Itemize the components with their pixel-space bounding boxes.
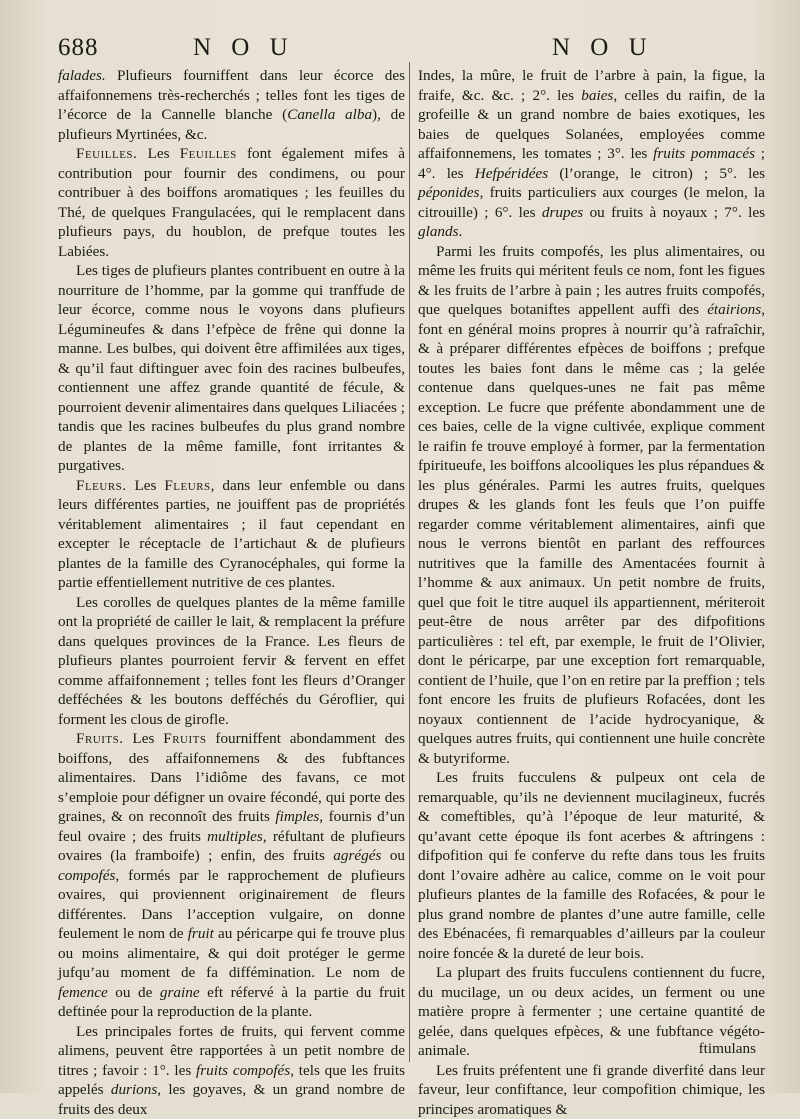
text-run: (l’orange, le citron) ; 5°. les [548, 165, 765, 182]
italic-term: agrégés [333, 847, 381, 864]
paragraph-diversite: Les fruits préfentent une fi grande diverfité dans leur faveur, leur confiftance, leur compofition chimique, les principes aromatiques & [418, 1061, 765, 1119]
page-header [58, 34, 756, 64]
text-run: , fruits particuliers aux courges (le melon, la citrouille) ; 6°. les [418, 184, 765, 221]
italic-term: fimples [275, 808, 319, 825]
paragraph-fleurs [58, 476, 405, 593]
text-run: Les [127, 477, 165, 494]
text-run: Les principales fortes de fruits, qui fervent comme alimens, peuvent être rapportées à un petit nombre de titres ; favoir : 1°. les [58, 1023, 405, 1079]
smallcaps-term: Fruits [163, 730, 206, 747]
text-run: ou de [108, 984, 160, 1001]
paragraph-fruits [58, 729, 405, 1022]
paragraph-corolles: Les corolles de quelques plantes de la même famille ont la propriété de cailler le lait, & remplacent la préfure dans quelques provinces de la France. Les fleurs de plufieurs plantes pourroient fervir & fervent en effet comme affaifonnement ; telles font les fleurs d’Oranger defféchées & les boutons defféchés du Géroflier, qui forment les clous de girofle. [58, 593, 405, 730]
italic-term: femence [58, 984, 108, 1001]
text-run: fourniffent abondamment des boiffons, des affaifonnemens & des fubftances alimentaires. Dans l’idiôme des favans, ce mot s’emploie pour défigner un ovaire fécondé, qui porte des graines, & on reconnoît des fruits [58, 730, 405, 825]
italic-term: péponides [418, 184, 480, 201]
paragraph-fruits-composes [418, 242, 765, 769]
section-heading-feuilles: Feuilles. [76, 145, 137, 162]
text-run: Les [124, 730, 164, 747]
text-run: au péricarpe qui fe trouve plus ou moins alimentaire, & qui doit protéger le germe jufqu’au moment de fa diffémination. Le nom de [58, 925, 405, 981]
text-run: , fournis d’un feul ovaire ; des fruits [58, 808, 405, 845]
text-run: , celles du raifin, de la grofeille & un grand nombre de baies exotiques, les baies de quelques Solanées, employées comme affaifonnemens, les tomates ; 3°. les [418, 87, 765, 163]
italic-term: multiples [207, 828, 263, 845]
left-column [58, 66, 405, 1119]
text-run: ou fruits à noyaux ; 7°. les [583, 204, 765, 221]
section-heading-fruits: Fruits. [76, 730, 124, 747]
text-run: Indes, la mûre, le fruit de l’arbre à pain, la figue, la fraife, &c. &c. ; 2°. les [418, 67, 765, 104]
text-run: ; 4°. les [418, 145, 765, 182]
text-run: Parmi les fruits compofés, les plus alimentaires, ou même les fruits qui méritent feuls ce nom, font les figues & les fruits de l’arbre à pain ; les autres fruits compofés, que quelques botaniftes appellent auffi des [418, 243, 765, 319]
text-run: , dans leur enfemble ou dans leurs différentes parties, ne jouiffent pas de propriétés véritablement alimentaires ; il faut cependant en excepter le réceptacle de l’artichaut & de plufieurs plantes de la famille des Cyranocéphales, qui forme la partie effentiellement nutritive de ces plantes. [58, 477, 405, 592]
smallcaps-term: Feuilles [180, 145, 237, 162]
text-run: Les [137, 145, 179, 162]
text-run: Plufieurs fourniffent dans leur écorce des affaifonnemens très-recherchés ; telles font les tiges de l’écorce de la Cannelle blanche ( [58, 67, 405, 123]
italic-term: compofés [58, 867, 115, 884]
italic-term: baies [581, 87, 613, 104]
italic-term: étairions [707, 301, 761, 318]
text-run: , les goyaves, & un grand nombre de fruits des deux [58, 1081, 405, 1118]
smallcaps-term: Fleurs [164, 477, 210, 494]
right-column [418, 66, 765, 1119]
italic-term: glands [418, 223, 459, 240]
italic-term: drupes [542, 204, 583, 221]
paragraph-plupart: La plupart des fruits fucculens contiennent du fucre, du mucilage, un ou deux acides, un ferment ou une matière propre à fermenter ; une certaine quantité de gelée, dans quelques efpèces, & une fubftance végéto-animale. [418, 963, 765, 1061]
catchword: ftimulans [699, 1040, 756, 1058]
italic-term: graine [160, 984, 200, 1001]
paragraph-indes [418, 66, 765, 242]
italic-term: fruit [188, 925, 214, 942]
text-run: . [459, 223, 463, 240]
paragraph-fruits-succulens: Les fruits fucculens & pulpeux ont cela de remarquable, qu’ils ne deviennent mucilagineux, fucrés & comeftibles, qu’à l’époque de leur maturité, & qu’avant cette époque ils font acerbes & aftringens : difpofition qui fe conferve du refte dans tous les fruits dont l’ovaire adhère au calice, comme on le voit pour plufieurs plantes de la famille des Rofacées, & pour le plus grand nombre de plantes d’une autre famille, celle des Ebénacées, fi remarquables d’ailleurs par la couleur noire foncée & la dureté de leur bois. [418, 768, 765, 963]
italic-term: fruits compofés [196, 1062, 290, 1079]
italic-term: fruits pommacés [653, 145, 755, 162]
italic-term: Hefpéridées [475, 165, 548, 182]
text-run: ), de plufieurs Myrtinées, &c. [58, 106, 405, 143]
text-run: font également mifes à contribution pour fournir des condimens, ou pour contribuer à des boiffons aromatiques ; les feuilles du Thé, de quelques Frangulacées, qui le remplacent dans plufieurs pays, du houblon, de prefque toutes les Labiées. [58, 145, 405, 260]
running-head-left: N O U [193, 34, 295, 62]
text-run: , tels que les fruits appelés [58, 1062, 405, 1099]
italic-term: Canella alba [287, 106, 372, 123]
text-run: , formés par le rapprochement de plufieurs ovaires, qui proviennent originairement de fleurs différentes. Dans l’acception vulgaire, on donne feulement le nom de [58, 867, 405, 943]
page-number: 688 [58, 34, 99, 62]
column-divider [409, 62, 410, 1062]
paragraph-salades [58, 66, 405, 144]
italic-term: falades. [58, 67, 106, 84]
text-run: , réfultant de plufieurs ovaires (la framboife) ; enfin, des fruits [58, 828, 405, 865]
section-heading-fleurs: Fleurs. [76, 477, 127, 494]
paragraph-tiges: Les tiges de plufieurs plantes contribuent en outre à la nourriture de l’homme, par la gomme qui tranffude de leur écorce, comme nous le voyons dans plufieurs Légumineufes & dans l’efpèce de frêne qui donne la manne. Les bulbes, qui doivent être affimilées aux tiges, & qu’il faut diftinguer avec foin des racines bulbeufes, contiennent une affez grande quantité de fécule, & pourroient devenir alimentaires dans quelques Liliacées ; tandis que les racines bulbeufes du plus grand nombre de plantes de la même famille, font irritantes & purgatives. [58, 261, 405, 476]
text-run: ou [381, 847, 405, 864]
paragraph-feuilles [58, 144, 405, 261]
italic-term: durions [111, 1081, 157, 1098]
text-run: , font en général moins propres à nourrir qu’à rafraîchir, & à préparer différentes efpèces de boiffons ; prefque toutes les baies font dans le même cas ; la gelée contenue dans quelques-unes ne fait pas même exception. Le fucre que préfente abondamment une de ces baies, celle de la vigne cultivée, explique comment le raifin fe trouve employé à former, par la fermentation fpiritueufe, les boiffons alcooliques les plus répandues & les plus générales. Parmi les autres fruits, quelques drupes & les glands font les feuls que l’on puiffe regarder comme véritablement alimentaires, ainfi que nous le verrons bientôt en parlant des reffources nutritives que la famille des Amentacées fournit à l’homme & aux animaux. Un petit nombre de fruits, quel que foit le titre auquel ils appartiennent, mériteroit peut-être de nous arrêter par des difpofitions particulières : tel eft, par exemple, le fruit de l’Olivier, dont le péricarpe, par une exception fort remarquable, contient de l’huile, que l’on en retire par la preffion ; tels font encore les fruits de plufieurs Rofacées, dont les noyaux contiennent de l’acide hydrocyanique, & quelques autres fruits, qui contiennent une huile concrète & butyriforme. [418, 301, 765, 767]
running-head-right: N O U [552, 34, 654, 62]
paragraph-principales-fortes [58, 1022, 405, 1119]
text-run: eft réfervé à la partie du fruit deftinée pour la reproduction de la plante. [58, 984, 405, 1021]
